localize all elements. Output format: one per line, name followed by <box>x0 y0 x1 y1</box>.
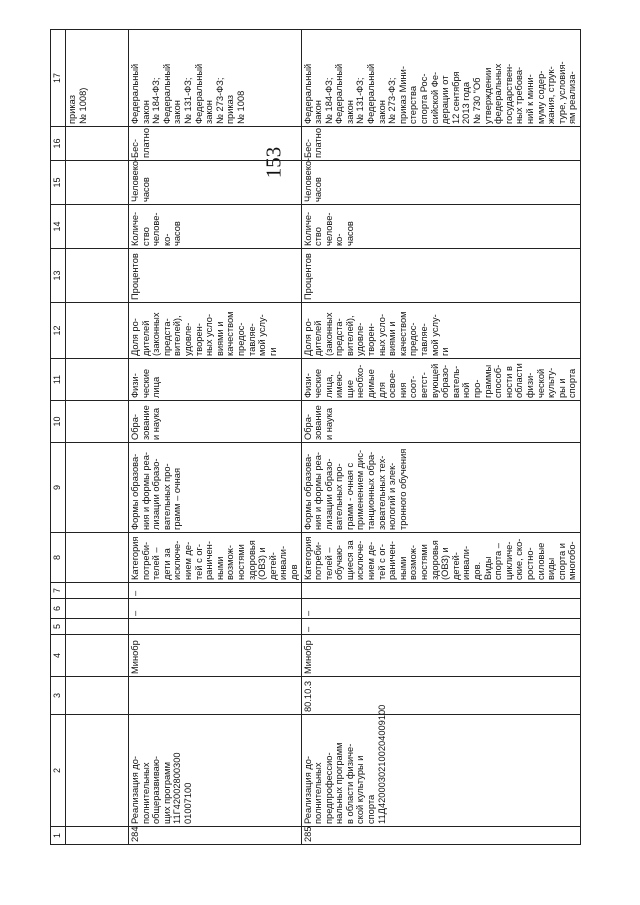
organization-cell: Минобр <box>301 635 580 677</box>
column-number: 14 <box>51 205 66 249</box>
page-number: 153 <box>261 146 286 179</box>
volume-indicator-cell: Количе- ство челове- ко- часов <box>129 205 302 249</box>
organization-cell: Минобр <box>129 635 302 677</box>
consumer-category-cell: Категория потреби- телей – дети за исключе- нием де- тей с ог- раничен- ными возмож- ностями здоровья (ОВЗ) и детей- инвали- дов <box>129 533 302 583</box>
payment-cell: Бес- платно <box>129 127 302 161</box>
column-number: 4 <box>51 635 66 677</box>
column-number: 1 <box>51 827 66 845</box>
column-number: 5 <box>51 619 66 635</box>
unit-cell: Процентов <box>301 249 580 303</box>
row-number-cell: 285 <box>301 827 580 845</box>
service-name-cell: Реализация до- полнительных общеразвиваю- щих программ 11Г42002800300 01007100 <box>129 715 302 827</box>
table-cell <box>66 635 129 677</box>
table-cell <box>301 583 580 599</box>
column-number-row <box>51 30 66 845</box>
table-cell <box>66 533 129 583</box>
volume-unit-cell: Человеко- часов <box>129 161 302 205</box>
legal-basis-cell: приказ № 1008) <box>66 30 129 127</box>
consumers-cell: Физи- ческие лица <box>129 359 302 401</box>
forms-cell: Формы образова- ния и формы реа- лизации образо- вательных про- грамм - очная с применением дис- танционных обра- зовательных тех- нологий и элек- тронного обучения <box>301 443 580 533</box>
table-cell <box>66 677 129 715</box>
table-cell <box>129 619 302 635</box>
column-number: 16 <box>51 127 66 161</box>
unit-cell: Процентов <box>129 249 302 303</box>
table-row <box>301 30 580 845</box>
table-cell <box>66 161 129 205</box>
forms-cell: Формы образова- ния и формы реа- лизации образо- вательных про- грамм – очная <box>129 443 302 533</box>
table-cell: – <box>301 599 580 619</box>
column-number: 11 <box>51 359 66 401</box>
table-cell: – <box>129 599 302 619</box>
column-number: 2 <box>51 715 66 827</box>
quality-indicator-cell: Доля ро- дителей (законных предста- вителей), удовле- творен- ных усло- виями и качеством предос- тавляе- мой услу- ги <box>301 303 580 359</box>
table-cell: – <box>301 619 580 635</box>
table-cell <box>66 583 129 599</box>
column-number: 8 <box>51 533 66 583</box>
column-number: 10 <box>51 401 66 443</box>
okved-cell: 80.10.3 <box>301 677 580 715</box>
table-cell <box>66 599 129 619</box>
column-number: 12 <box>51 303 66 359</box>
table-cell <box>66 715 129 827</box>
column-number: 17 <box>51 30 66 127</box>
document-table-region <box>50 30 578 845</box>
table-cell <box>66 359 129 401</box>
table-cell <box>66 249 129 303</box>
column-number: 3 <box>51 677 66 715</box>
table-row <box>129 30 302 845</box>
services-table <box>50 29 581 845</box>
volume-indicator-cell: Количе- ство челове- ко- часов <box>301 205 580 249</box>
column-number: 15 <box>51 161 66 205</box>
payment-cell: Бес- платно <box>301 127 580 161</box>
activity-area-cell: Обра- зование и наука <box>129 401 302 443</box>
quality-indicator-cell: Доля ро- дителей (законных предста- вителей), удовле- творен- ных усло- виями и качеством предос- тавляе- мой услу- ги <box>129 303 302 359</box>
okved-cell <box>129 677 302 715</box>
table-cell <box>66 443 129 533</box>
service-name-cell: Реализация до- полнительных предпрофессио- нальных программ в области физиче- ской культуры и спорта 11Д42000302100204009100 <box>301 715 580 827</box>
consumers-cell: Физи- ческие лица, имею- щие необхо- димые для освое- ния соот- ветст- вующей образо- ватель- ной про- граммы способ- ности в области физи- ческой культу- ры и спорта <box>301 359 580 401</box>
table-cell <box>66 827 129 845</box>
table-cell <box>66 401 129 443</box>
legal-basis-cell: Федеральный закон № 184-ФЗ; Федеральный закон № 131-ФЗ; Федеральный закон № 273-ФЗ; приказ Мини- стерства спорта Рос- сийской Фе- дерации от 12 сентября 2013 года № 730 "Об утверждении федеральных государствен- ных требова- ний к мини- муму содер- жания, струк- туре, условия- ям реализа- <box>301 30 580 127</box>
legal-basis-cell: Федеральный закон № 184-ФЗ; Федеральный закон № 131-ФЗ; Федеральный закон № 273-ФЗ; приказ № 1008 <box>129 30 302 127</box>
activity-area-cell: Обра- зование и наука <box>301 401 580 443</box>
row-number-cell: 284 <box>129 827 302 845</box>
table-cell <box>66 619 129 635</box>
column-number: 7 <box>51 583 66 599</box>
column-number: 6 <box>51 599 66 619</box>
volume-unit-cell: Человеко- часов <box>301 161 580 205</box>
column-number: 9 <box>51 443 66 533</box>
table-cell <box>66 303 129 359</box>
table-cell <box>66 205 129 249</box>
table-cell: – <box>129 583 302 599</box>
table-cell <box>66 127 129 161</box>
consumer-category-cell: Категория потреби- телей – обучаю- щиеся за исключе- нием де- тей с ог- раничен- ными возмож- ностями здоровья (ОВЗ) и детей- инвали- дов. Виды спорта – цикличе- ские, ско- ростно- силовые виды спорта и многобо- <box>301 533 580 583</box>
carry-over-row <box>66 30 129 845</box>
column-number: 13 <box>51 249 66 303</box>
